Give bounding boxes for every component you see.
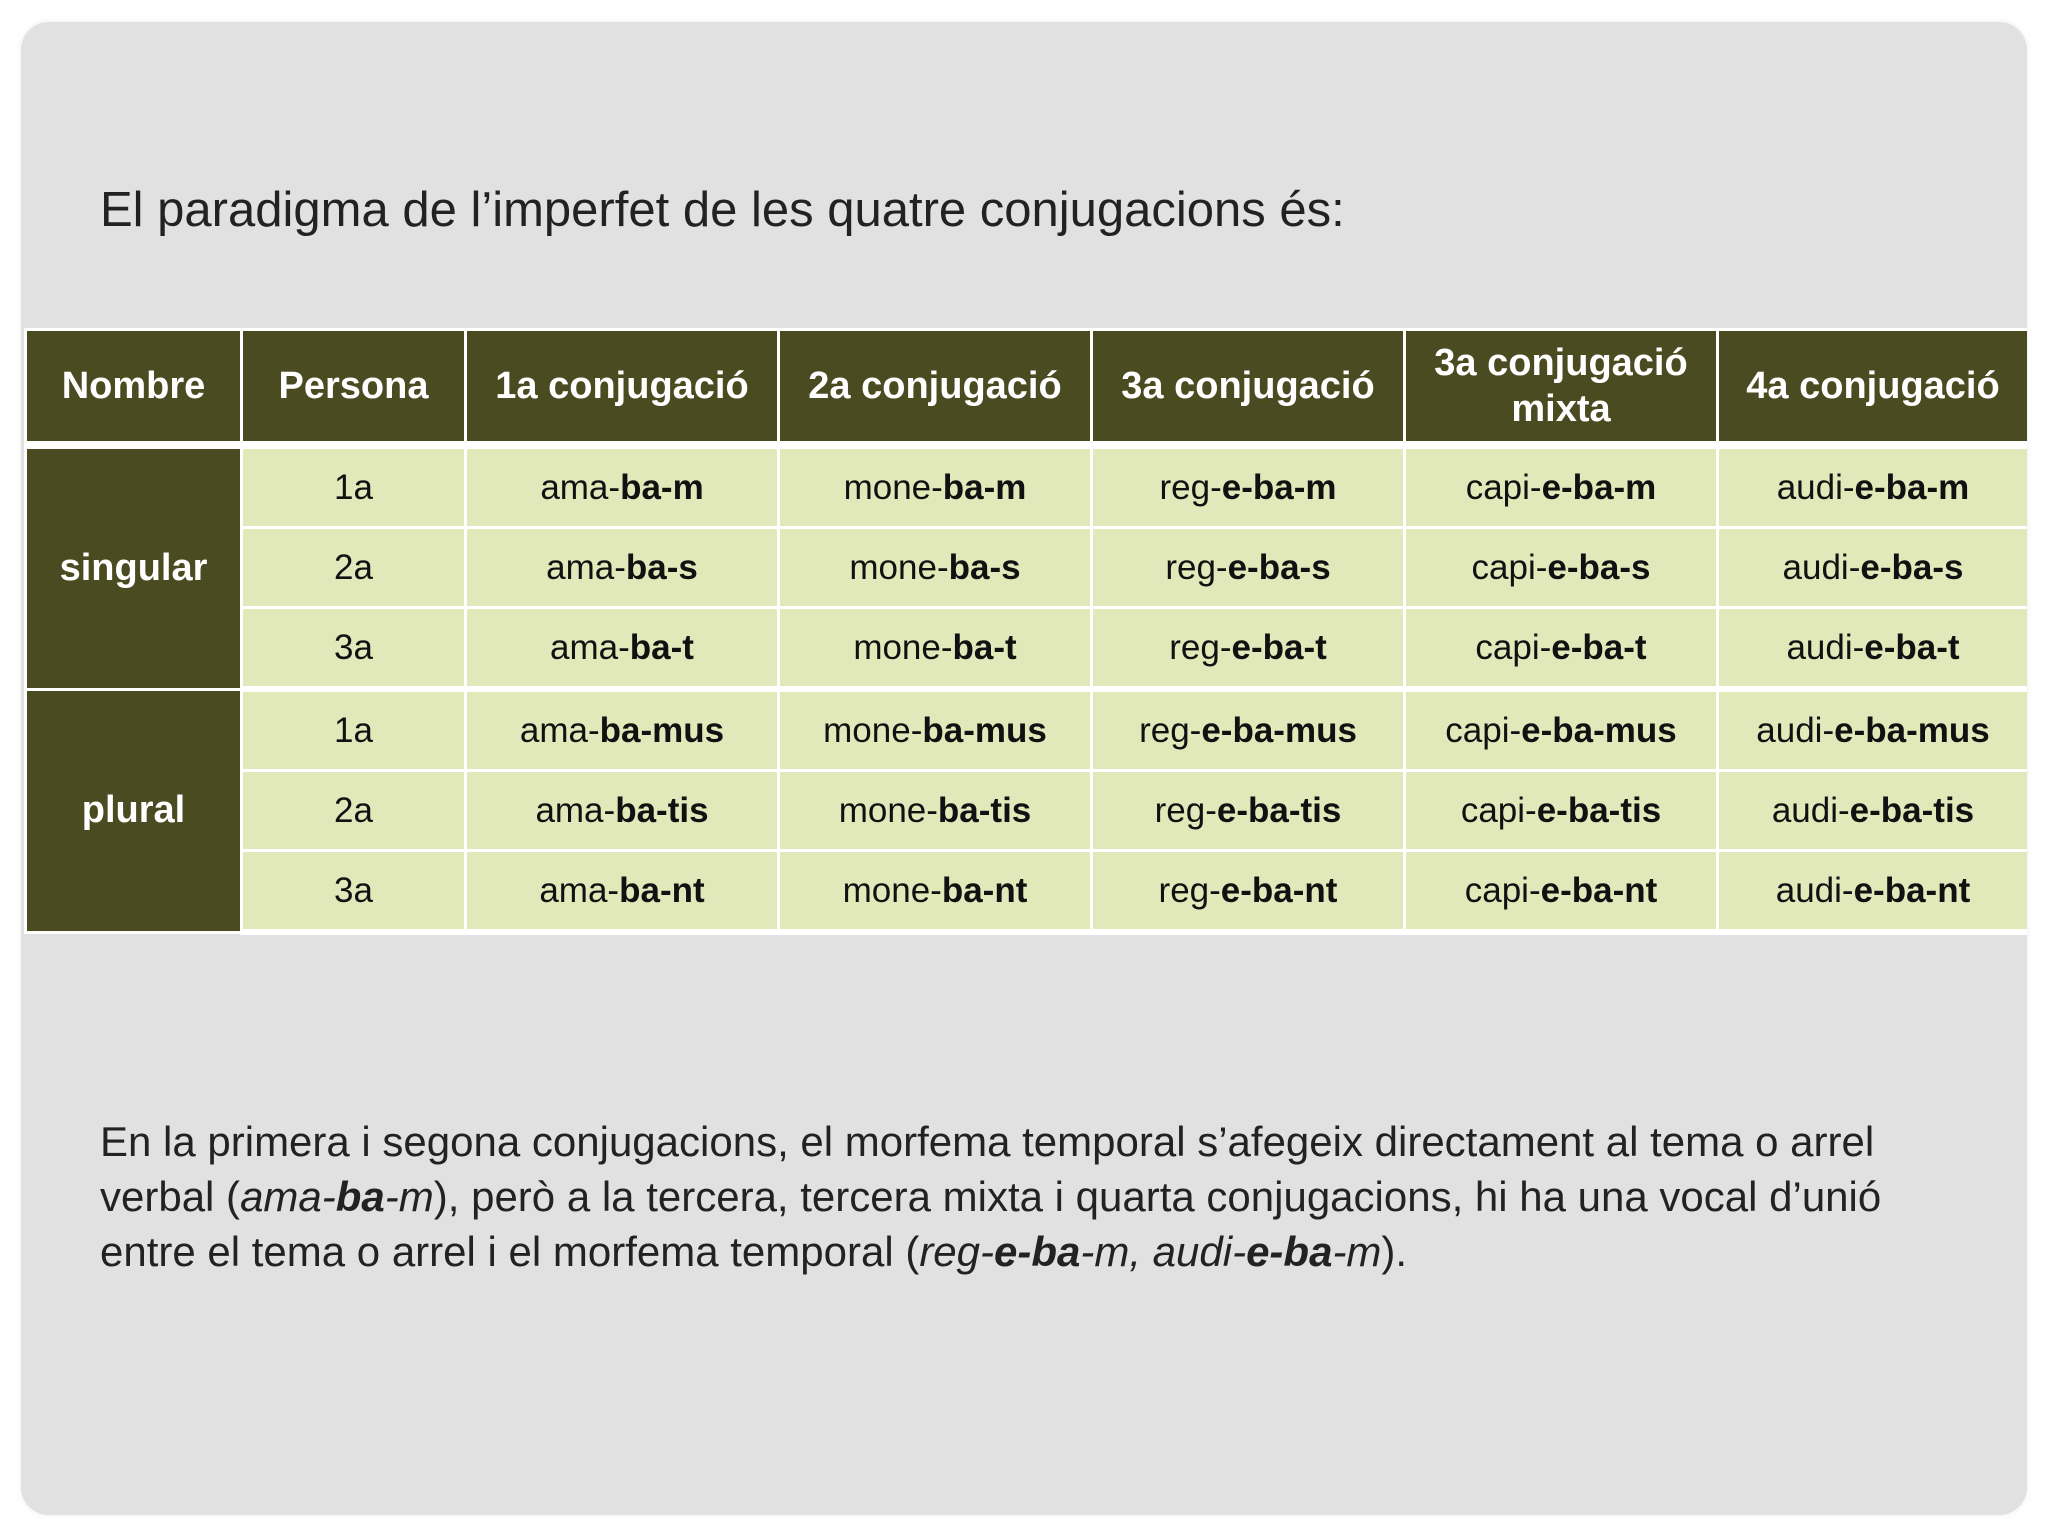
verb-stem: audi- [1776, 467, 1855, 507]
verb-stem: reg- [1159, 467, 1222, 507]
verb-ending: e-ba-mus [1521, 710, 1677, 750]
verb-ending: e-ba-tis [1216, 790, 1342, 830]
verb-form-cell [466, 608, 779, 690]
explanation-note [100, 1114, 1960, 1279]
verb-form-cell [1718, 771, 2028, 851]
verb-ending: ba-t [952, 627, 1017, 667]
verb-ending: e-ba-m [1854, 467, 1970, 507]
header-1a-conjugacio: 1a conjugació [466, 330, 779, 446]
table-row [26, 528, 2028, 608]
verb-stem: reg- [1154, 790, 1217, 830]
verb-ending: e-ba-mus [1834, 710, 1990, 750]
header-persona: Persona [242, 330, 466, 446]
verb-ending: e-ba-s [1547, 547, 1651, 587]
verb-stem: ama- [546, 547, 626, 587]
table-row [26, 851, 2028, 933]
note-text-3: ). [1381, 1228, 1408, 1275]
verb-form-cell [1405, 771, 1718, 851]
verb-stem: audi- [1756, 710, 1835, 750]
verb-ending: ba-m [620, 467, 704, 507]
slide [21, 22, 2027, 1515]
verb-stem: reg- [1158, 870, 1221, 910]
verb-form-cell [779, 771, 1092, 851]
verb-form-cell [779, 445, 1092, 528]
verb-form-cell [1405, 608, 1718, 690]
note-example-2-stem: reg- [919, 1228, 995, 1275]
verb-stem: reg- [1139, 710, 1202, 750]
verb-ending: e-ba-t [1551, 627, 1647, 667]
verb-form-cell [1092, 689, 1405, 771]
verb-form-cell [1092, 528, 1405, 608]
verb-form-cell [1718, 528, 2028, 608]
verb-ending: ba-s [948, 547, 1021, 587]
verb-ending: ba-mus [922, 710, 1047, 750]
table-row [26, 771, 2028, 851]
verb-stem: capi- [1465, 467, 1542, 507]
verb-stem: capi- [1464, 870, 1541, 910]
persona-cell: 2a [242, 771, 466, 851]
verb-form-cell [1718, 608, 2028, 690]
verb-ending: ba-s [625, 547, 698, 587]
verb-form-cell [1718, 445, 2028, 528]
verb-ending: ba-m [942, 467, 1027, 507]
header-nombre: Nombre [26, 330, 242, 446]
verb-ending: e-ba-tis [1849, 790, 1975, 830]
verb-stem: audi- [1775, 870, 1854, 910]
verb-form-cell [779, 528, 1092, 608]
verb-ending: ba-mus [599, 710, 725, 750]
table-row [26, 608, 2028, 690]
verb-ending: e-ba-t [1231, 627, 1327, 667]
verb-form-cell [466, 851, 779, 933]
verb-ending: e-ba-nt [1853, 870, 1971, 910]
persona-cell: 3a [242, 608, 466, 690]
persona-cell: 3a [242, 851, 466, 933]
verb-stem: capi- [1471, 547, 1548, 587]
note-example-1-morpheme: ba [335, 1173, 385, 1220]
note-example-3-ending: -m [1332, 1228, 1382, 1275]
table-row [26, 445, 2028, 528]
note-example-2 [919, 1228, 1381, 1275]
verb-form-cell [779, 689, 1092, 771]
note-example-1 [240, 1173, 434, 1220]
verb-stem: ama- [550, 627, 630, 667]
verb-ending: e-ba-m [1221, 467, 1337, 507]
header-row [26, 330, 2028, 446]
header-2a-conjugacio: 2a conjugació [779, 330, 1092, 446]
verb-stem: mone- [838, 790, 938, 830]
verb-stem: ama- [535, 790, 616, 830]
verb-stem: ama- [519, 710, 600, 750]
verb-stem: reg- [1169, 627, 1232, 667]
verb-form-cell [1405, 851, 1718, 933]
verb-stem: mone- [853, 627, 953, 667]
verb-stem: mone- [823, 710, 923, 750]
verb-form-cell [1405, 528, 1718, 608]
verb-stem: capi- [1460, 790, 1537, 830]
persona-cell: 1a [242, 689, 466, 771]
verb-stem: audi- [1782, 547, 1861, 587]
verb-form-cell [466, 771, 779, 851]
nombre-cell-plural: plural [26, 689, 242, 932]
header-3a-conjugacio: 3a conjugació [1092, 330, 1405, 446]
persona-cell: 2a [242, 528, 466, 608]
note-example-2-ending: -m, audi- [1080, 1228, 1247, 1275]
verb-stem: mone- [842, 870, 942, 910]
imperfect-paradigm-table [24, 328, 2027, 935]
verb-form-cell [1718, 689, 2028, 771]
note-text-1: En la primera i segona conjugacions, el morfema temporal s’afegeix directament al tema o arrel verbal ( [100, 1118, 1875, 1220]
verb-ending: ba-tis [615, 790, 709, 830]
verb-stem: mone- [849, 547, 949, 587]
note-text-2: ), però a la tercera, tercera mixta i quarta conjugacions, hi ha una vocal d’unió entre el tema o arrel i el morfema temporal ( [100, 1173, 1882, 1275]
note-example-1-ending: -m [384, 1173, 434, 1220]
verb-form-cell [466, 445, 779, 528]
verb-ending: e-ba-tis [1536, 790, 1662, 830]
header-3a-conjugacio-mixta: 3a conjugació mixta [1405, 330, 1718, 446]
header-4a-conjugacio: 4a conjugació [1718, 330, 2028, 446]
note-example-3-morpheme: e-ba [1246, 1228, 1333, 1275]
verb-stem: ama- [540, 467, 621, 507]
verb-ending: ba-tis [937, 790, 1032, 830]
verb-form-cell [466, 528, 779, 608]
table-row [26, 689, 2028, 771]
verb-ending: e-ba-t [1864, 627, 1960, 667]
verb-stem: reg- [1165, 547, 1228, 587]
persona-cell: 1a [242, 445, 466, 528]
verb-ending: ba-nt [941, 870, 1028, 910]
verb-ending: e-ba-s [1227, 547, 1331, 587]
verb-stem: audi- [1786, 627, 1865, 667]
verb-ending: e-ba-nt [1540, 870, 1658, 910]
verb-form-cell [1405, 445, 1718, 528]
verb-form-cell [1092, 771, 1405, 851]
verb-ending: e-ba-s [1860, 547, 1964, 587]
verb-form-cell [1092, 851, 1405, 933]
note-example-1-stem: ama- [240, 1173, 336, 1220]
verb-ending: e-ba-m [1541, 467, 1657, 507]
verb-ending: ba-t [629, 627, 694, 667]
verb-stem: mone- [843, 467, 943, 507]
verb-form-cell [1405, 689, 1718, 771]
slide-title: El paradigma de l’imperfet de les quatre conjugacions és: [100, 183, 1345, 237]
verb-stem: ama- [539, 870, 620, 910]
verb-stem: capi- [1445, 710, 1522, 750]
verb-form-cell [779, 851, 1092, 933]
verb-stem: capi- [1475, 627, 1552, 667]
verb-form-cell [1092, 445, 1405, 528]
nombre-cell-singular: singular [26, 445, 242, 689]
table-body [26, 445, 2028, 932]
verb-ending: e-ba-nt [1220, 870, 1338, 910]
verb-form-cell [466, 689, 779, 771]
verb-ending: ba-nt [619, 870, 705, 910]
verb-form-cell [779, 608, 1092, 690]
verb-stem: audi- [1771, 790, 1850, 830]
verb-ending: e-ba-mus [1201, 710, 1357, 750]
verb-form-cell [1718, 851, 2028, 933]
note-example-2-morpheme: e-ba [994, 1228, 1081, 1275]
verb-form-cell [1092, 608, 1405, 690]
